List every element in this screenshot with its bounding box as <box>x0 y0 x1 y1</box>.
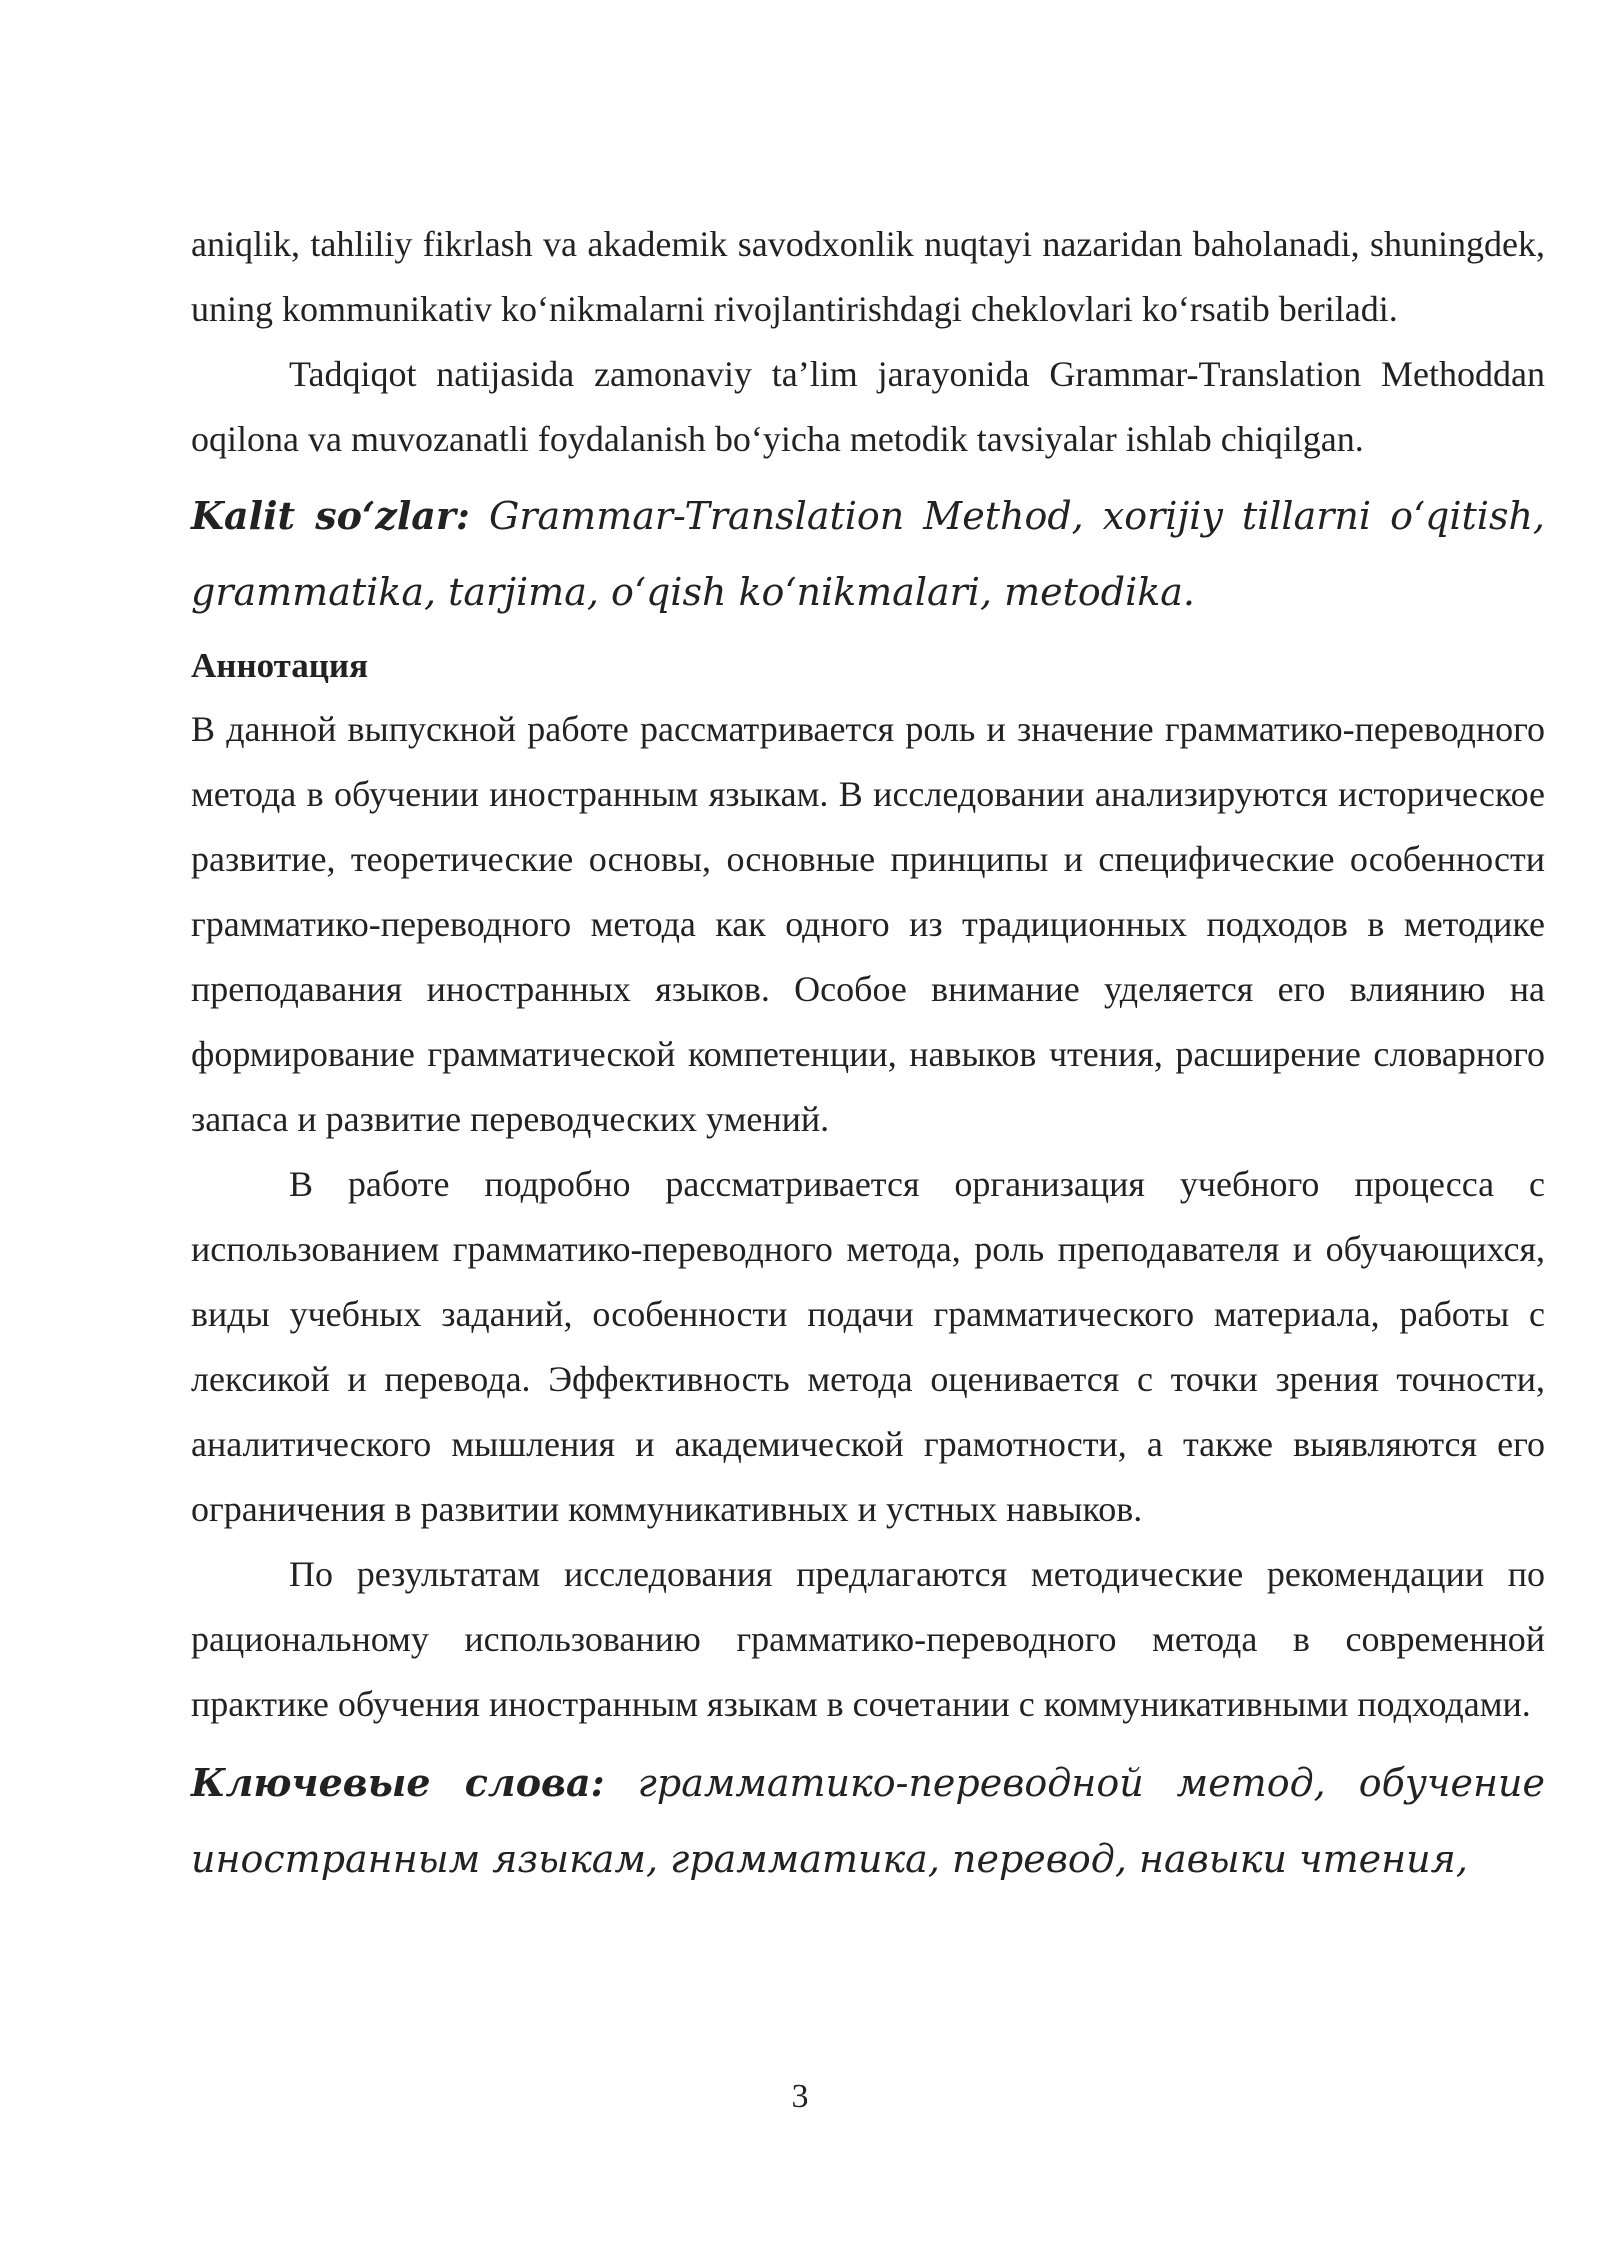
page-content <box>191 212 1545 1897</box>
ru-keywords <box>191 1745 1545 1897</box>
uz-keywords-label: Kalit so‘zlar: <box>191 493 470 538</box>
uz-keywords <box>191 478 1545 630</box>
ru-keywords-text: грамматико-переводной метод, обучение иностранным языкам, грамматика, перевод, навыки чтения, <box>191 1761 1546 1881</box>
uz-paragraph-1: aniqlik, tahliliy fikrlash va akademik savodxonlik nuqtayi nazaridan baholanadi, shuningdek, uning kommunikativ ko‘nikmalarni rivojlantirishdagi cheklovlari ko‘rsatib beriladi. <box>191 224 1545 329</box>
ru-keywords-label: Ключевые слова: <box>191 1760 605 1805</box>
uz-keywords-text: Grammar-Translation Method, xorijiy tillarni o‘qitish, grammatika, tarjima, o‘qish ko‘nikmalari, metodika. <box>191 494 1545 614</box>
ru-paragraph-2: В работе подробно рассматривается организация учебного процесса с использованием грамматико-переводного метода, роль преподавателя и обучающихся, виды учебных заданий, особенности подачи грамматического материала, работы с лексикой и перевода. Эффективность метода оценивается с точки зрения точности, аналитического мышления и академической грамотности, а также выявляются его ограничения в развитии коммуникативных и устных навыков. <box>191 1164 1545 1529</box>
ru-paragraph-3: По результатам исследования предлагаются методические рекомендации по рациональному использованию грамматико-переводного метода в современной практике обучения иностранным языкам в сочетании с коммуникативными подходами. <box>191 1554 1545 1724</box>
ru-paragraph-1: В данной выпускной работе рассматривается роль и значение грамматико-переводного метода в обучении иностранным языкам. В исследовании анализируются историческое развитие, теоретические основы, основные принципы и специфические особенности грамматико-переводного метода как одного из традиционных подходов в методике преподавания иностранных языков. Особое внимание уделяется его влиянию на формирование грамматической компетенции, навыков чтения, расширение словарного запаса и развитие переводческих умений. <box>191 709 1545 1139</box>
page-number: 3 <box>791 2078 809 2115</box>
uz-paragraph-2: Tadqiqot natijasida zamonaviy ta’lim jarayonida Grammar-Translation Methoddan oqilona va muvozanatli foydalanish bo‘yicha metodik tavsiyalar ishlab chiqilgan. <box>191 354 1545 459</box>
annotation-heading: Аннотация <box>191 646 369 685</box>
